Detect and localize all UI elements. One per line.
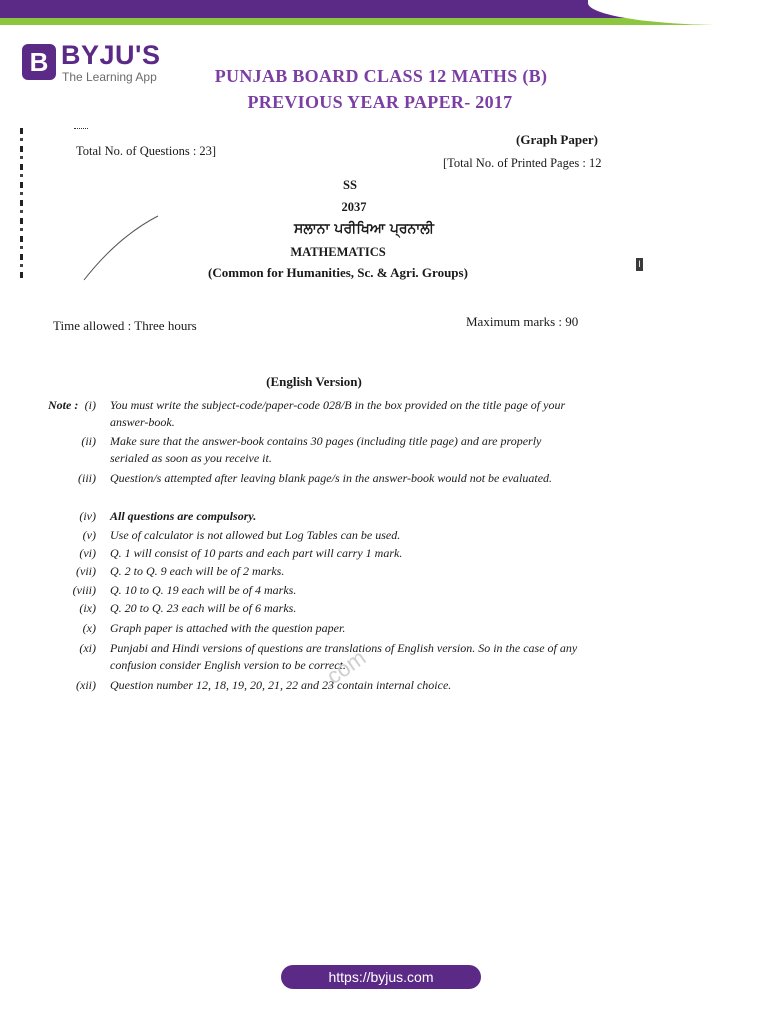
- note-item: Use of calculator is not allowed but Log Tables can be used.: [110, 528, 401, 542]
- side-mark: I: [636, 258, 643, 271]
- logo-tagline: The Learning App: [62, 70, 157, 84]
- logo-name: BYJU'S: [61, 40, 161, 70]
- note-item: Q. 1 will consist of 10 parts and each part will carry 1 mark.: [110, 546, 403, 560]
- note-number: (x): [82, 621, 96, 635]
- paper-code-2: 2037: [341, 200, 367, 214]
- note-number: (iv): [79, 509, 96, 523]
- note-number: (v): [82, 528, 96, 542]
- note-number: (vi): [79, 546, 96, 560]
- note-number: (ii): [81, 434, 96, 448]
- note-number: (vii): [76, 564, 96, 578]
- footer-url-link[interactable]: https://byjus.com: [281, 965, 481, 989]
- note-number: (xii): [76, 678, 96, 692]
- note-item: Question/s attempted after leaving blank page/s in the answer-book would not be evaluated.: [110, 471, 553, 485]
- subject-title: MATHEMATICS: [290, 245, 386, 259]
- page-title-line-2: PREVIOUS YEAR PAPER- 2017: [247, 92, 513, 112]
- note-item: Question number 12, 18, 19, 20, 21, 22 and 23 contain internal choice.: [110, 678, 452, 692]
- total-questions: Total No. of Questions : 23]: [76, 144, 217, 158]
- note-item: Make sure that the answer-book contains 30 pages (including title page) and are properly serialed as soon as you receive it.: [110, 434, 542, 465]
- note-item: Punjabi and Hindi versions of questions are translations of English version. So in the case of any confusion consider English version to be correct.: [110, 641, 578, 672]
- note-label: Note :: [48, 398, 79, 412]
- pen-stroke: [82, 212, 162, 282]
- printed-pages: [Total No. of Printed Pages : 12: [443, 156, 602, 170]
- note-number: (iii): [78, 471, 96, 485]
- punjabi-title: ਸਲਾਨਾ ਪਰੀਖਿਆ ਪ੍ਰਨਾਲੀ: [294, 221, 434, 237]
- paper-code-1: SS: [343, 178, 357, 192]
- page-title-line-1: PUNJAB BOARD CLASS 12 MATHS (B): [214, 66, 548, 86]
- note-number: (viii): [72, 583, 96, 597]
- time-allowed: Time allowed : Three hours: [53, 318, 197, 333]
- logo-letter: B: [29, 47, 49, 77]
- note-number: (xi): [79, 641, 96, 655]
- note-item: Q. 2 to Q. 9 each will be of 2 marks.: [110, 564, 285, 578]
- note-item: All questions are compulsory.: [110, 509, 257, 523]
- note-item: Q. 20 to Q. 23 each will be of 6 marks.: [110, 601, 297, 615]
- maximum-marks: Maximum marks : 90: [466, 314, 579, 329]
- graph-paper-label: (Graph Paper): [516, 132, 598, 147]
- note-item: Q. 10 to Q. 19 each will be of 4 marks.: [110, 583, 297, 597]
- scan-dash: [74, 128, 88, 129]
- watermark: .com: [316, 644, 371, 693]
- note-number: (i): [84, 398, 96, 412]
- note-item: Graph paper is attached with the question paper.: [110, 621, 346, 635]
- groups-subtitle: (Common for Humanities, Sc. & Agri. Groups): [208, 265, 468, 280]
- note-number: (ix): [79, 601, 96, 615]
- english-version-heading: (English Version): [266, 374, 362, 389]
- note-item: You must write the subject-code/paper-code 028/B in the box provided on the title page of your answer-book.: [110, 398, 566, 429]
